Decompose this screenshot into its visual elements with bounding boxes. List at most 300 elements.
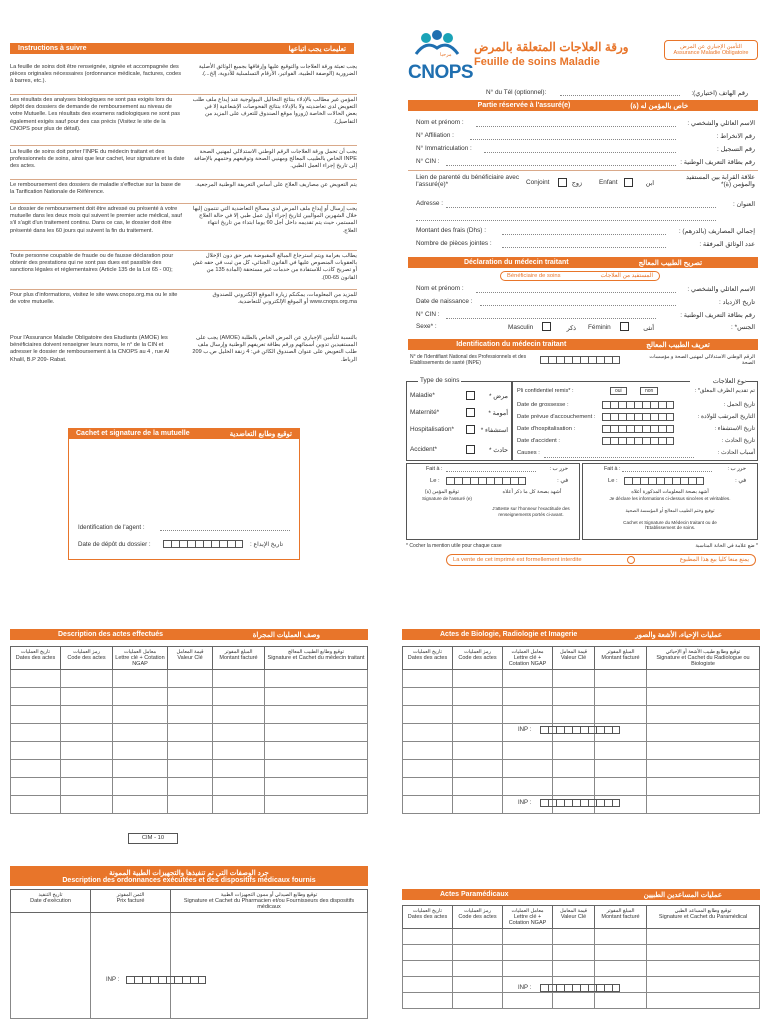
table-row	[403, 706, 760, 724]
mutuelle-header	[68, 428, 300, 439]
table-cell[interactable]	[453, 961, 503, 977]
medecin-header	[408, 257, 758, 268]
table-cell[interactable]	[453, 929, 503, 945]
table-cell[interactable]	[11, 778, 61, 796]
table-cell[interactable]	[453, 706, 503, 724]
cin-label-ar: رقم بطاقة التعريف الوطنية :	[680, 159, 755, 166]
adresse-field[interactable]	[446, 207, 716, 208]
accident-label-ar: حادث *	[488, 447, 508, 454]
grossesse-label: Date de grossesse :	[517, 402, 569, 408]
table-cell[interactable]	[213, 742, 265, 760]
table-cell[interactable]	[595, 742, 647, 760]
table-cell[interactable]	[213, 778, 265, 796]
maladie-label: Maladie*	[410, 392, 435, 399]
table-cell[interactable]	[647, 929, 760, 945]
table-cell[interactable]	[453, 670, 503, 688]
table-cell[interactable]	[168, 742, 213, 760]
table-cell[interactable]	[553, 688, 595, 706]
biologie-header	[402, 629, 760, 640]
table-row	[11, 706, 368, 724]
actes-table	[10, 646, 368, 814]
table-cell[interactable]	[453, 778, 503, 796]
table-row	[403, 688, 760, 706]
table-cell[interactable]	[595, 929, 647, 945]
table-cell[interactable]	[168, 778, 213, 796]
naissance-field[interactable]	[480, 305, 676, 306]
inpe-label: N° de l'Identifiant National des Professionnels et des Etablissements de santé (INPE)	[410, 354, 527, 366]
maladie-label-ar: مرض *	[489, 393, 508, 400]
table-cell[interactable]	[61, 724, 113, 742]
table-cell[interactable]	[553, 961, 595, 977]
accident-date-label: Date d'accident :	[517, 438, 560, 444]
table-cell[interactable]	[503, 760, 553, 778]
table-row	[11, 724, 368, 742]
enfant-label-ar: ابن	[645, 180, 654, 187]
ordonnances-table	[10, 889, 368, 1019]
title-ar: ورقة العلاجات المتعلقة بالمرض	[474, 40, 629, 54]
table-cell[interactable]	[113, 742, 168, 760]
actes-col-date: تاريخ العمليات Dates des actes	[11, 647, 61, 670]
maternite-label-ar: أمومة *	[488, 410, 508, 417]
actes-col-code: رمز العمليات Code des actes	[61, 647, 113, 670]
table-cell[interactable]	[403, 796, 453, 814]
medecin-title-fr: Déclaration du médecin traitant	[463, 259, 569, 266]
para-title-fr: Actes Paramédicaux	[440, 891, 509, 898]
table-cell[interactable]	[453, 742, 503, 760]
med-fait-a-field[interactable]	[622, 471, 712, 472]
table-cell[interactable]	[265, 796, 368, 814]
naissance-label: Date de naissance :	[416, 298, 473, 305]
table-cell[interactable]	[595, 760, 647, 778]
table-cell[interactable]	[61, 706, 113, 724]
bio-col-code: رمز العمليات Code des actes	[453, 647, 503, 670]
sexe-label-ar: الجنس* :	[731, 324, 755, 331]
table-cell[interactable]	[61, 760, 113, 778]
accident-date-boxes[interactable]	[602, 437, 674, 445]
beneficiaire-label: Bénéficiaire de soins	[507, 273, 561, 279]
hospit-date-boxes[interactable]	[602, 425, 674, 433]
mutuelle-title-ar: توقيع وطابع التعاضدية	[229, 430, 292, 438]
table-cell[interactable]	[595, 993, 647, 1009]
table-cell[interactable]	[553, 778, 595, 796]
divider	[10, 203, 357, 204]
table-cell[interactable]	[265, 724, 368, 742]
table-cell[interactable]	[11, 796, 61, 814]
table-cell[interactable]	[168, 724, 213, 742]
depot-date-boxes[interactable]	[163, 540, 243, 548]
table-cell[interactable]	[11, 760, 61, 778]
para-col-montant: المبلغ المفوتر Montant facturé	[595, 906, 647, 929]
atteste-fr: J'atteste sur l'honneur l'exactitude des renseignements portés ci-avant.	[492, 506, 570, 517]
cnops-logo-ar: مرحبا	[440, 52, 452, 58]
divider	[10, 145, 357, 146]
table-row	[403, 742, 760, 760]
table-cell[interactable]	[11, 688, 61, 706]
adresse-field-2[interactable]	[416, 220, 716, 221]
pieces-field[interactable]	[502, 247, 666, 248]
table-cell[interactable]	[453, 993, 503, 1009]
table-cell[interactable]	[503, 742, 553, 760]
med-le-label-ar: في :	[735, 478, 746, 484]
table-cell[interactable]	[503, 961, 553, 977]
table-cell[interactable]	[403, 742, 453, 760]
depot-date-label: Date de dépôt du dossier :	[78, 541, 151, 548]
table-cell[interactable]	[213, 724, 265, 742]
assure-signature-box	[406, 463, 580, 540]
table-cell[interactable]	[168, 706, 213, 724]
table-cell[interactable]	[647, 688, 760, 706]
table-cell[interactable]	[453, 796, 503, 814]
table-row	[11, 760, 368, 778]
instruction-2-ar: المؤمن غير مطالب بالإدلاء بنتائج التحاليل البيولوجية عند إيداع ملف طلب التعويض لدى تعاضديته ولا بالإدلاء بنتائج الفحوصات الإشعاعية إلا في بعض الحالات الخاصة (زوروا موقع الصندوق للتعرف على المزيد من التفاصيل).	[192, 97, 357, 125]
mutuelle-title-fr: Cachet et signature de la mutuelle	[76, 430, 190, 437]
table-cell[interactable]	[503, 929, 553, 945]
conjoint-label-ar: زوج	[571, 180, 582, 187]
amo-badge	[664, 40, 758, 60]
table-cell[interactable]	[553, 706, 595, 724]
instruction-5-fr: Le dossier de remboursement doit être adressé ou présenté à votre mutuelle dans les deux mois qui suivent le premier acte médical, sauf s'il s'agit d'un traitement continu. Dans ce cas, le dossier doit être présenté dans les 60 jours qui suivent la fin du traitement.	[10, 206, 182, 234]
table-cell[interactable]	[265, 760, 368, 778]
cachet-ar: توقيع وختم الطبيب المعالج أو المؤسسة الصحية	[625, 508, 715, 513]
table-cell[interactable]	[595, 688, 647, 706]
conjoint-label: Conjoint	[526, 179, 550, 186]
sign-date-boxes[interactable]	[446, 477, 526, 485]
masculin-label: Masculin	[508, 324, 534, 331]
non-option[interactable]: non	[640, 387, 658, 395]
instruction-7-ar: للمزيد من المعلومات، يمكنكم زيارة الموقع الإلكتروني للصندوق www.cnops.org.ma أو الموقع الإلكتروني للتعاضدية.	[212, 292, 357, 306]
med-nom-label: Nom et prénom :	[416, 285, 464, 292]
med-nom-field[interactable]	[476, 292, 676, 293]
para-header	[402, 889, 760, 900]
hospit-date-label-ar: تاريخ الاستشفاء :	[714, 426, 755, 432]
cnops-logo-icon	[408, 28, 466, 58]
table-cell[interactable]	[61, 742, 113, 760]
instruction-8-fr: Pour l'Assurance Maladie Obligatoire des Etudiants (AMOE) les bénéficiaires doivent renseigner leurs noms, le n° de la CIN et adresser le dossier de remboursement à la CNOPS au 4 , rue Al Khalil, B.P 209- Rabat.	[10, 335, 170, 363]
actes-title-fr: Description des actes effectués	[58, 631, 164, 638]
table-cell[interactable]	[595, 778, 647, 796]
med-fait-a-label-ar: حرر ب :	[727, 466, 746, 472]
table-cell[interactable]	[595, 670, 647, 688]
vente-fr: La vente de cet imprimé est formellement interdite	[453, 557, 582, 563]
divider	[10, 289, 357, 290]
biologie-title-fr: Actes de Biologie, Radiologie et Imagerie	[440, 631, 578, 638]
nom-field[interactable]	[476, 126, 676, 127]
type-soins-label: Type de soins	[420, 377, 460, 384]
feminin-label-ar: أنثى	[643, 325, 654, 332]
table-cell[interactable]	[503, 993, 553, 1009]
tel-label-ar: رقم الهاتف (اختياري):	[691, 90, 748, 97]
immatriculation-label-ar: رقم التسجيل :	[717, 146, 755, 153]
assure-header	[408, 100, 758, 111]
table-cell[interactable]	[113, 760, 168, 778]
table-cell[interactable]	[647, 945, 760, 961]
table-cell[interactable]	[265, 706, 368, 724]
table-cell[interactable]	[403, 778, 453, 796]
ident-title-ar: تعريف الطبيب المعالج	[646, 341, 710, 349]
table-cell[interactable]	[403, 929, 453, 945]
table-cell[interactable]	[403, 945, 453, 961]
cim-10-field[interactable]: CIM - 10	[128, 833, 178, 844]
depot-date-label-ar: تاريخ الإيداع :	[250, 541, 284, 548]
instruction-4-ar: يتم التعويض عن مصاريف العلاج على أساس التعريفة الوطنية المرجعية.	[195, 182, 357, 188]
grossesse-boxes[interactable]	[602, 401, 674, 409]
instructions-header	[10, 43, 354, 54]
lien-label: Lien de parenté du bénéficiaire avec l'assuré(e)*	[416, 174, 520, 188]
agent-field[interactable]	[160, 530, 290, 531]
table-row	[403, 760, 760, 778]
table-cell[interactable]	[647, 778, 760, 796]
tel-field[interactable]	[560, 95, 680, 96]
table-cell[interactable]	[595, 945, 647, 961]
agent-label: Identification de l'agent :	[78, 524, 145, 531]
table-cell[interactable]	[61, 670, 113, 688]
tel-label: N° du Tél (optionnel):	[486, 89, 547, 96]
actes-col-signature: توقيع وطابع الطبيب المعالج Signature et Cachet du médecin traitant	[265, 647, 368, 670]
masculin-checkbox[interactable]	[542, 322, 551, 331]
feminin-checkbox[interactable]	[620, 322, 629, 331]
montant-label: Montant des frais (Dhs) :	[416, 227, 486, 234]
ord-inp-boxes[interactable]	[126, 976, 206, 984]
bio-col-date: تاريخ العمليات Dates des actes	[403, 647, 453, 670]
table-cell[interactable]	[553, 742, 595, 760]
table-cell[interactable]	[168, 760, 213, 778]
table-cell[interactable]	[113, 670, 168, 688]
table-cell[interactable]	[595, 706, 647, 724]
table-cell[interactable]	[403, 977, 453, 993]
table-cell[interactable]	[453, 945, 503, 961]
table-cell[interactable]	[647, 742, 760, 760]
ordonnances-title-ar: جرد الوصفات التي تم تنفيذها والتجهيزات الطبية الممونة	[109, 869, 269, 877]
hospitalisation-checkbox[interactable]	[466, 425, 475, 434]
divider	[10, 94, 357, 95]
table-cell[interactable]	[403, 670, 453, 688]
lien-label-ar: علاقة القرابة بين المستفيد والمؤمن (ة)*	[685, 174, 755, 188]
cin-label: N° CIN :	[416, 158, 440, 165]
table-cell[interactable]	[113, 778, 168, 796]
table-row	[403, 945, 760, 961]
instruction-1-fr: La feuille de soins doit être renseignée, signée et accompagnée des pièces originales nécessaires (ordonnance médicale, factures, codes à barres, etc.).	[10, 64, 182, 85]
table-cell[interactable]	[113, 688, 168, 706]
enfant-label: Enfant	[599, 179, 618, 186]
table-cell[interactable]	[265, 742, 368, 760]
cachet-fr: Cachet et Signature du Médecin traitant ou de l'Etablissement de soins.	[623, 520, 717, 531]
bio-col-lettre: معامل العمليات Lettre clé + Cotation NGAP	[503, 647, 553, 670]
ident-title-fr: Identification du médecin traitant	[456, 341, 567, 348]
sexe-label: Sexe* :	[416, 323, 437, 330]
bio-inp-label-2: INP :	[518, 800, 532, 806]
table-cell[interactable]	[168, 688, 213, 706]
table-cell[interactable]	[113, 796, 168, 814]
table-cell[interactable]	[647, 993, 760, 1009]
causes-label: Causes :	[517, 450, 540, 456]
table-row	[403, 961, 760, 977]
cin-field[interactable]	[446, 165, 676, 166]
table-cell[interactable]	[213, 670, 265, 688]
amo-fr: Assurance Maladie Obligatoire	[673, 50, 749, 56]
table-cell[interactable]	[113, 706, 168, 724]
table-cell[interactable]	[11, 724, 61, 742]
note-ar: * ضع علامة في الخانة المناسبة	[695, 543, 758, 549]
accident-date-label-ar: تاريخ الحادث :	[721, 438, 755, 444]
masculin-label-ar: ذكر	[566, 325, 576, 332]
immatriculation-label: N° Immatriculation :	[416, 145, 472, 152]
table-cell[interactable]	[168, 796, 213, 814]
table-cell[interactable]	[403, 706, 453, 724]
table-cell[interactable]	[265, 670, 368, 688]
table-row	[11, 670, 368, 688]
med-nom-label-ar: الاسم العائلي والشخصي :	[687, 286, 755, 293]
bio-inp-boxes-2[interactable]	[540, 799, 620, 807]
table-cell[interactable]	[403, 688, 453, 706]
table-cell[interactable]	[647, 670, 760, 688]
ord-inp-label: INP :	[106, 977, 120, 983]
fait-a-field[interactable]	[446, 471, 536, 472]
instruction-3-ar: يجب أن تحمل ورقة العلاجات الرقم الوطني الاستدلالي لمهنيي الصحة INPE الخاص بالطبيب المعالج ومهنيي الصحة وتوقيعهم وختمهم بالإضافة إلى تاريخ إجراء العمل الطبي.	[194, 149, 357, 170]
pieces-label: Nombre de pièces jointes :	[416, 240, 492, 247]
ident-header	[408, 339, 758, 350]
accouchement-label-ar: التاريخ المرتقب للولادة :	[697, 414, 755, 420]
table-cell[interactable]	[595, 961, 647, 977]
instruction-8-ar: بالنسبة للتأمين الإجباري عن المرض الخاص بالطلبة (AMOE) يجب على المستفيدين تدوين أسمائهم ورقم بطاقة تعريفهم الوطنية وإرسال ملف طلب التعويض على عنوان الصندوق الكائن في: 4 زنقة الخليل ص.ب 209 الرباط.	[192, 335, 357, 363]
instruction-5-ar: يجب إرسال أو إيداع ملف المرض لدى مصالح التعاضدية التي تنتمون إليها خلال الشهرين المواليين لتاريخ إجراء أول عمل طبي إلا في حالة العلاج المستمر، حيث يتم تقديمه داخل أجل 60 يوما ابتداء من تاريخ انتهاء العلاج.	[192, 206, 357, 234]
le-label-ar: في :	[557, 478, 568, 484]
bio-inp-boxes-1[interactable]	[540, 726, 620, 734]
table-cell[interactable]	[553, 945, 595, 961]
fait-a-label: Fait à :	[426, 466, 443, 472]
instruction-6-ar: يطالب بغرامة ويتم استرجاع المبالغ المقبوضة بغير حق دون الإخلال بالعقوبات المنصوص عليها في القانون الجنائي، كل من ثبت في حقه غش أو تصريح كاذب للاستفادة من خدمات غير مستحقة (المادة 135 من القانون 65-00).	[192, 253, 357, 281]
immatriculation-field[interactable]	[484, 152, 676, 153]
ord-col-date: تاريخ التنفيذ Date d'exécution	[11, 890, 91, 913]
table-cell[interactable]	[265, 688, 368, 706]
table-cell[interactable]	[403, 961, 453, 977]
table-cell[interactable]	[647, 724, 760, 742]
adresse-label-ar: العنوان :	[732, 201, 755, 208]
beneficiaire-pill	[500, 271, 660, 281]
divider	[408, 170, 758, 171]
ord-col-signature: توقيع وطابع الصيدلي أو ممون التجهيزات الطبية Signature et Cachet du Pharmacien et/ou Fournisseurs des dispositifs médicaux	[171, 890, 368, 913]
enfant-checkbox[interactable]	[624, 178, 633, 187]
medecin-declare-ar: أشهد بصحة المعلومات المذكورة أعلاه	[631, 489, 709, 495]
divider	[10, 250, 357, 251]
table-cell[interactable]	[553, 670, 595, 688]
table-cell[interactable]	[503, 778, 553, 796]
actes-col-montant: المبلغ المفوتر Montant facturé	[213, 647, 265, 670]
table-cell[interactable]	[647, 796, 760, 814]
actes-col-lettre: معامل العمليات Lettre clé + Cotation NGAP	[113, 647, 168, 670]
actes-title-ar: وصف العمليات المجراة	[252, 631, 320, 639]
pieces-label-ar: عدد الوثائق المرفقة :	[699, 241, 755, 248]
nom-label: Nom et prénom :	[416, 119, 464, 126]
table-cell[interactable]	[647, 760, 760, 778]
table-cell[interactable]	[553, 993, 595, 1009]
table-cell[interactable]	[403, 760, 453, 778]
title-fr: Feuille de soins Maladie	[474, 56, 600, 68]
vente-interdite-banner	[446, 554, 756, 566]
assure-sign-fr: Signature de l'assuré (e)	[422, 496, 472, 501]
table-cell[interactable]	[213, 796, 265, 814]
table-cell[interactable]	[113, 724, 168, 742]
montant-label-ar: إجمالي المصاريف (بالدرهم) :	[678, 228, 755, 235]
affiliation-field[interactable]	[470, 139, 676, 140]
table-row	[11, 742, 368, 760]
table-cell[interactable]	[647, 977, 760, 993]
table-cell[interactable]	[503, 670, 553, 688]
table-cell[interactable]	[213, 688, 265, 706]
para-col-code: رمز العمليات Code des actes	[453, 906, 503, 929]
maladie-checkbox[interactable]	[466, 391, 475, 400]
table-cell[interactable]	[453, 977, 503, 993]
para-inp-label: INP :	[518, 985, 532, 991]
instruction-3-fr: La feuille de soins doit porter l'INPE du médecin traitant et des professionnels de soins, ainsi que leur cachet, leur signature et la date des actes.	[10, 149, 185, 170]
table-cell[interactable]	[403, 993, 453, 1009]
med-fait-a-label: Fait à :	[604, 466, 621, 472]
conjoint-checkbox[interactable]	[558, 178, 567, 187]
table-cell[interactable]	[11, 706, 61, 724]
table-cell[interactable]	[168, 670, 213, 688]
para-col-signature: توقيع وطابع المساعد الطبي Signature et Cachet du Paramédical	[647, 906, 760, 929]
medecin-declare-fr: Je déclare les informations ci-dessus sincères et véritables.	[609, 496, 731, 501]
table-cell[interactable]	[61, 778, 113, 796]
montant-field[interactable]	[502, 234, 666, 235]
ordonnances-title-fr: Description des ordonnances exécutées et des dispositifs médicaux fournis	[62, 876, 316, 884]
bio-col-valeur: قيمة المعامل Valeur Clé	[553, 647, 595, 670]
table-cell[interactable]	[213, 760, 265, 778]
biologie-title-ar: عمليات الإحياء، الأشعة والصور	[635, 631, 722, 639]
maternite-checkbox[interactable]	[466, 408, 475, 417]
table-cell[interactable]	[61, 796, 113, 814]
table-cell[interactable]	[553, 929, 595, 945]
table-cell[interactable]	[453, 724, 503, 742]
table-cell[interactable]	[647, 706, 760, 724]
oui-option[interactable]: oui	[610, 387, 627, 395]
para-col-valeur: قيمة المعامل Valeur Clé	[553, 906, 595, 929]
assure-title-fr: Partie réservée à l'assuré(e)	[477, 102, 571, 109]
table-cell[interactable]	[11, 742, 61, 760]
causes-field[interactable]	[544, 457, 694, 458]
accident-label: Accident*	[410, 446, 437, 453]
table-cell[interactable]	[503, 688, 553, 706]
med-sign-date-boxes[interactable]	[624, 477, 704, 485]
table-cell[interactable]	[553, 760, 595, 778]
table-cell[interactable]	[503, 706, 553, 724]
para-inp-boxes[interactable]	[540, 984, 620, 992]
table-cell[interactable]	[453, 760, 503, 778]
table-cell[interactable]	[11, 670, 61, 688]
table-cell[interactable]	[403, 724, 453, 742]
table-cell[interactable]	[647, 961, 760, 977]
ord-col-prix: الثمن المفوتر Prix facturé	[91, 890, 171, 913]
accouchement-label: Date prévue d'accouchement :	[517, 414, 596, 420]
vente-ar: يمنع منعا كليا بيع هذا المطبوع	[679, 557, 749, 563]
accident-checkbox[interactable]	[466, 445, 475, 454]
instruction-4-fr: Le remboursement des dossiers de maladie s'effectue sur la base de la Tarification Nationale de Référence.	[10, 182, 181, 196]
table-cell[interactable]	[503, 945, 553, 961]
para-title-ar: عمليات المساعدين الطبيين	[643, 891, 722, 899]
hospit-date-label: Date d'hospitalisation :	[517, 426, 576, 432]
hospitalisation-label: Hospitalisation*	[410, 426, 455, 433]
hospitalisation-label-ar: استشفاء *	[480, 427, 508, 434]
table-cell[interactable]	[265, 778, 368, 796]
cnops-logo	[408, 28, 474, 83]
med-cin-field[interactable]	[446, 318, 656, 319]
table-cell[interactable]	[453, 688, 503, 706]
table-row	[11, 796, 368, 814]
table-cell[interactable]	[61, 688, 113, 706]
inpe-boxes[interactable]	[540, 356, 620, 364]
accouchement-boxes[interactable]	[602, 413, 674, 421]
table-cell[interactable]	[213, 706, 265, 724]
para-col-date: تاريخ العمليات Dates des actes	[403, 906, 453, 929]
